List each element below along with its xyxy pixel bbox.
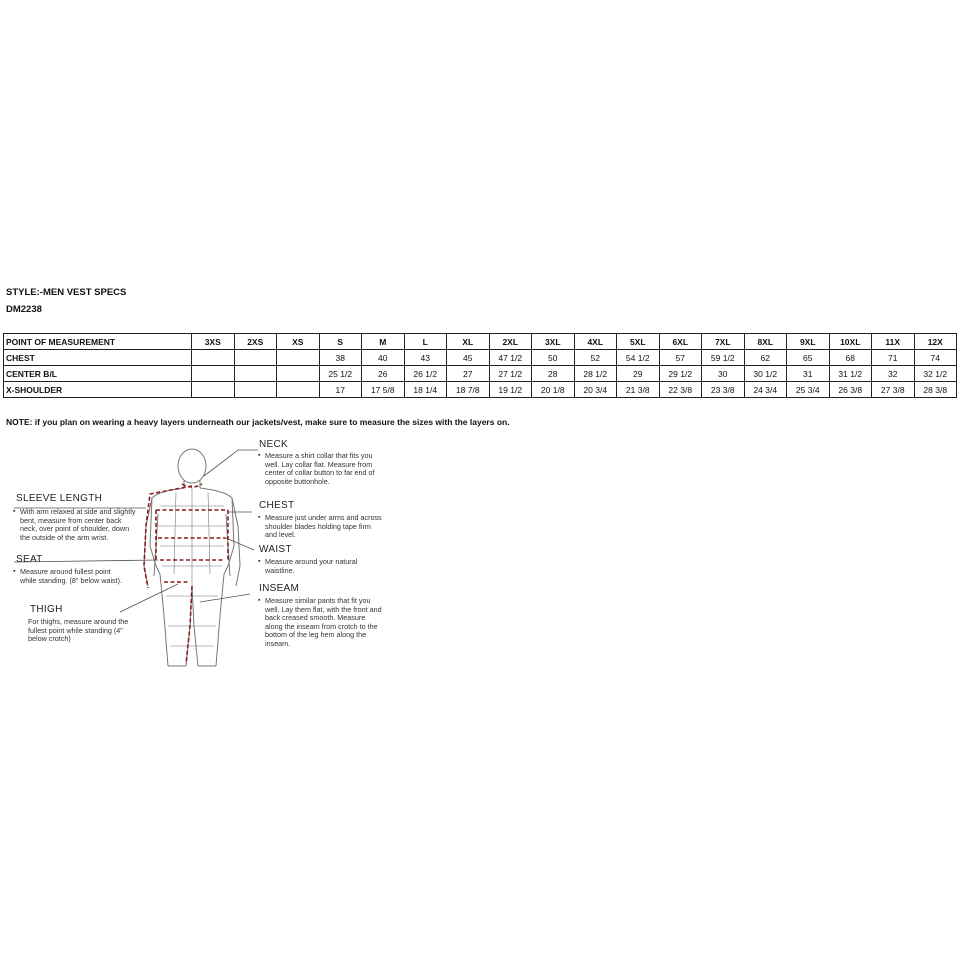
column-header-size: 4XL <box>574 334 617 350</box>
table-cell <box>234 382 277 398</box>
table-cell: 20 3/4 <box>574 382 617 398</box>
table-cell: 31 <box>787 366 830 382</box>
column-header-size: 8XL <box>744 334 787 350</box>
table-cell: 25 1/2 <box>319 366 362 382</box>
table-header-row <box>4 334 957 350</box>
table-cell <box>277 366 320 382</box>
table-row <box>4 366 957 382</box>
column-header-size: 10XL <box>829 334 872 350</box>
column-header-size: 2XL <box>489 334 532 350</box>
row-label: CENTER B/L <box>4 366 192 382</box>
column-header-size: 6XL <box>659 334 702 350</box>
table-cell: 59 1/2 <box>702 350 745 366</box>
table-cell: 65 <box>787 350 830 366</box>
seat-heading: SEAT <box>16 554 43 565</box>
style-title: STYLE:-MEN VEST SPECS <box>6 287 127 298</box>
table-cell: 26 3/8 <box>829 382 872 398</box>
column-header-point-of-measurement: POINT OF MEASUREMENT <box>4 334 192 350</box>
neck-text: ▪ Measure a shirt collar that fits you well. Lay collar flat. Measure from center of collar button to far end of opposite buttonhole. <box>265 452 383 486</box>
table-cell: 24 3/4 <box>744 382 787 398</box>
measurement-guide <box>0 436 420 686</box>
column-header-size: M <box>362 334 405 350</box>
waist-text: ▪ Measure around your natural waistline. <box>265 558 383 575</box>
table-cell <box>277 350 320 366</box>
inseam-heading: INSEAM <box>259 583 300 594</box>
thigh-text: For thighs, measure around the fullest point while standing (4" below crotch) <box>28 617 129 644</box>
table-cell: 18 1/4 <box>404 382 447 398</box>
table-cell: 43 <box>404 350 447 366</box>
table-cell <box>192 382 235 398</box>
table-cell: 20 1/8 <box>532 382 575 398</box>
table-cell: 23 3/8 <box>702 382 745 398</box>
table-cell: 57 <box>659 350 702 366</box>
table-row <box>4 350 957 366</box>
table-cell: 19 1/2 <box>489 382 532 398</box>
table-cell: 30 1/2 <box>744 366 787 382</box>
table-cell: 18 7/8 <box>447 382 490 398</box>
spec-table <box>3 333 957 398</box>
table-cell: 74 <box>914 350 957 366</box>
table-cell <box>234 350 277 366</box>
chest-text: ▪ Measure just under arms and across shoulder blades holding tape firm and level. <box>265 514 383 540</box>
table-cell: 29 1/2 <box>659 366 702 382</box>
column-header-size: 9XL <box>787 334 830 350</box>
table-cell: 22 3/8 <box>659 382 702 398</box>
table-cell: 28 <box>532 366 575 382</box>
neck-heading: NECK <box>259 439 288 450</box>
table-cell: 26 <box>362 366 405 382</box>
seat-text: ▪ Measure around fullest point while standing. (8" below waist). <box>20 568 124 585</box>
column-header-size: 7XL <box>702 334 745 350</box>
column-header-size: L <box>404 334 447 350</box>
layering-note: NOTE: if you plan on wearing a heavy layers underneath our jackets/vest, make sure to measure the sizes with the layers on. <box>6 417 510 427</box>
table-cell: 47 1/2 <box>489 350 532 366</box>
table-cell: 29 <box>617 366 660 382</box>
table-cell: 31 1/2 <box>829 366 872 382</box>
table-cell: 27 <box>447 366 490 382</box>
column-header-size: 3XL <box>532 334 575 350</box>
table-cell: 62 <box>744 350 787 366</box>
table-cell: 30 <box>702 366 745 382</box>
column-header-size: 5XL <box>617 334 660 350</box>
style-code: DM2238 <box>6 304 42 315</box>
table-cell: 50 <box>532 350 575 366</box>
column-header-size: 12X <box>914 334 957 350</box>
column-header-size: S <box>319 334 362 350</box>
table-cell: 27 1/2 <box>489 366 532 382</box>
table-cell <box>234 366 277 382</box>
table-cell: 38 <box>319 350 362 366</box>
table-cell: 68 <box>829 350 872 366</box>
column-header-size: 11X <box>872 334 915 350</box>
sleeve-heading: SLEEVE LENGTH <box>16 493 103 504</box>
table-cell: 40 <box>362 350 405 366</box>
table-cell: 17 5/8 <box>362 382 405 398</box>
table-cell <box>192 366 235 382</box>
table-cell: 17 <box>319 382 362 398</box>
thigh-heading: THIGH <box>30 604 63 615</box>
table-cell: 28 3/8 <box>914 382 957 398</box>
column-header-size: 2XS <box>234 334 277 350</box>
column-header-size: XL <box>447 334 490 350</box>
table-cell: 32 1/2 <box>914 366 957 382</box>
table-cell: 21 3/8 <box>617 382 660 398</box>
table-cell: 71 <box>872 350 915 366</box>
table-cell <box>277 382 320 398</box>
row-label: X-SHOULDER <box>4 382 192 398</box>
column-header-size: 3XS <box>192 334 235 350</box>
chest-heading: CHEST <box>259 500 295 511</box>
sleeve-text: ▪ With arm relaxed at side and slightly bent, measure from center back neck, over point of shoulder, down the outside of the arm wrist. <box>20 508 138 542</box>
column-header-size: XS <box>277 334 320 350</box>
table-cell <box>192 350 235 366</box>
table-cell: 25 3/4 <box>787 382 830 398</box>
table-cell: 27 3/8 <box>872 382 915 398</box>
table-cell: 52 <box>574 350 617 366</box>
row-label: CHEST <box>4 350 192 366</box>
table-cell: 54 1/2 <box>617 350 660 366</box>
table-cell: 28 1/2 <box>574 366 617 382</box>
table-cell: 26 1/2 <box>404 366 447 382</box>
inseam-text: ▪ Measure similar pants that fit you well. Lay them flat, with the front and back creased smooth. Measure along the inseam from crotch to the bottom of the leg hem along the inseam. <box>265 597 383 649</box>
table-row <box>4 382 957 398</box>
table-cell: 32 <box>872 366 915 382</box>
waist-heading: WAIST <box>259 544 292 555</box>
table-cell: 45 <box>447 350 490 366</box>
